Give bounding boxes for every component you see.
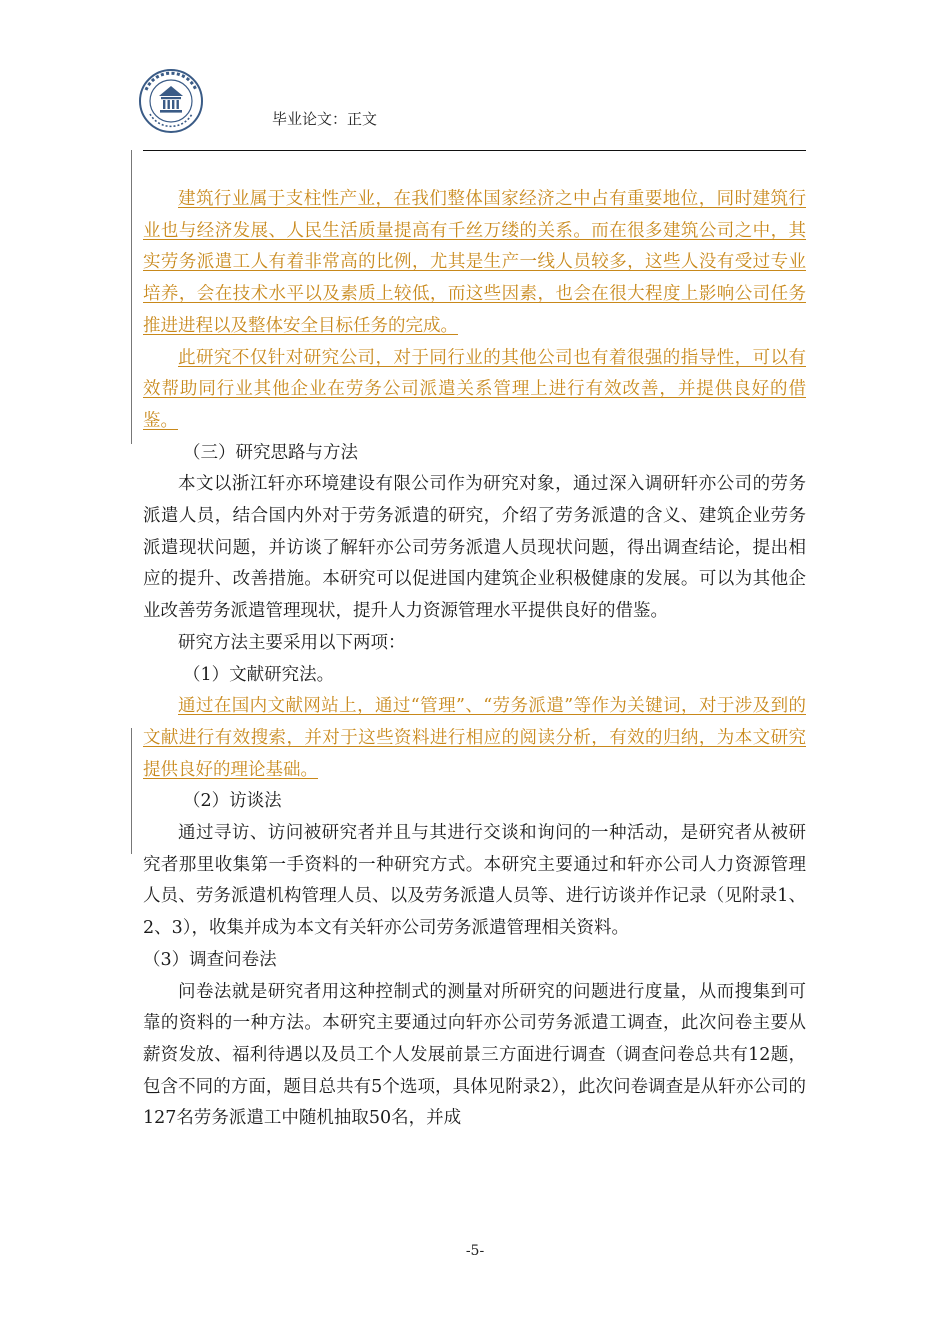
subheading-questionnaire-method: （3）调查问卷法	[143, 949, 277, 970]
paragraph-research-approach: 本文以浙江轩亦环境建设有限公司作为研究对象，通过深入调研轩亦公司的劳务派遣人员，结合国内外对于劳务派遣的研究，介绍了劳务派遣的含义、建筑企业劳务派遣现状问题，并访谈了解轩亦公司劳务派遣人员现状问题，得出调查结论，提出相应的提升、改善措施。本研究可以促进国内建筑企业积极健康的发展。可以为其他企业改善劳务派遣管理现状，提升人力资源管理水平提供良好的借鉴。	[143, 474, 806, 622]
revision-change-bar	[131, 150, 132, 444]
header-divider	[143, 150, 806, 151]
document-body	[143, 184, 806, 1135]
tracked-insertion: 此研究不仅针对研究公司，对于同行业的其他公司也有着很强的指导性，可以有效帮助同行业其他企业在劳务公司派遣关系管理上进行有效改善，并提供良好的借鉴。	[143, 347, 806, 431]
subheading-literature-method: （1）文献研究法。	[183, 664, 335, 685]
page-number: -5-	[465, 1243, 485, 1259]
tracked-insertion: 建筑行业属于支柱性产业，在我们整体国家经济之中占有重要地位，同时建筑行业也与经济发展、人民生活质量提高有千丝万缕的关系。而在很多建筑公司之中，其实劳务派遣工人有着非常高的比例，尤其是生产一线人员较多，这些人没有受过专业培养，会在技术水平以及素质上较低，而这些因素，也会在很大程度上影响公司任务推进进程以及整体安全目标任务的完成。	[143, 189, 806, 336]
paragraph-interview-method: 通过寻访、访问被研究者并且与其进行交谈和询问的一种活动，是研究者从被研究者那里收集第一手资料的一种研究方式。本研究主要通过和轩亦公司人力资源管理人员、劳务派遣机构管理人员、以及劳务派遣人员等、进行访谈并作记录（见附录1、2、3），收集并成为本文有关轩亦公司劳务派遣管理相关资料。	[143, 823, 806, 939]
university-seal-icon	[138, 68, 204, 134]
paragraph-methods-intro: 研究方法主要采用以下两项：	[178, 632, 406, 653]
paragraph-questionnaire-method: 问卷法就是研究者用这种控制式的测量对所研究的问题进行度量，从而搜集到可靠的资料的一种方法。本研究主要通过向轩亦公司劳务派遣工调查，此次问卷主要从薪资发放、福利待遇以及员工个人发展前景三方面进行调查（调查问卷总共有12题，包含不同的方面，题目总共有5个选项，具体见附录2），此次问卷调查是从轩亦公司的127名劳务派遣工中随机抽取50名，并成	[143, 981, 806, 1129]
running-header-title: 毕业论文：正文	[272, 110, 378, 128]
paragraph-research-significance	[143, 343, 806, 438]
tracked-insertion: 通过在国内文献网站上，通过“管理”、“劳务派遣”等作为关键词，对于涉及到的文献进行有效搜索，并对于这些资料进行相应的阅读分析，有效的归纳，为本文研究提供良好的理论基础。	[143, 696, 806, 780]
subheading-interview-method: （2）访谈法	[183, 791, 282, 812]
paragraph-industry-background	[143, 184, 806, 343]
revision-change-bar	[131, 728, 132, 854]
section-heading: （三）研究思路与方法	[183, 442, 358, 463]
paragraph-literature-method	[143, 691, 806, 786]
